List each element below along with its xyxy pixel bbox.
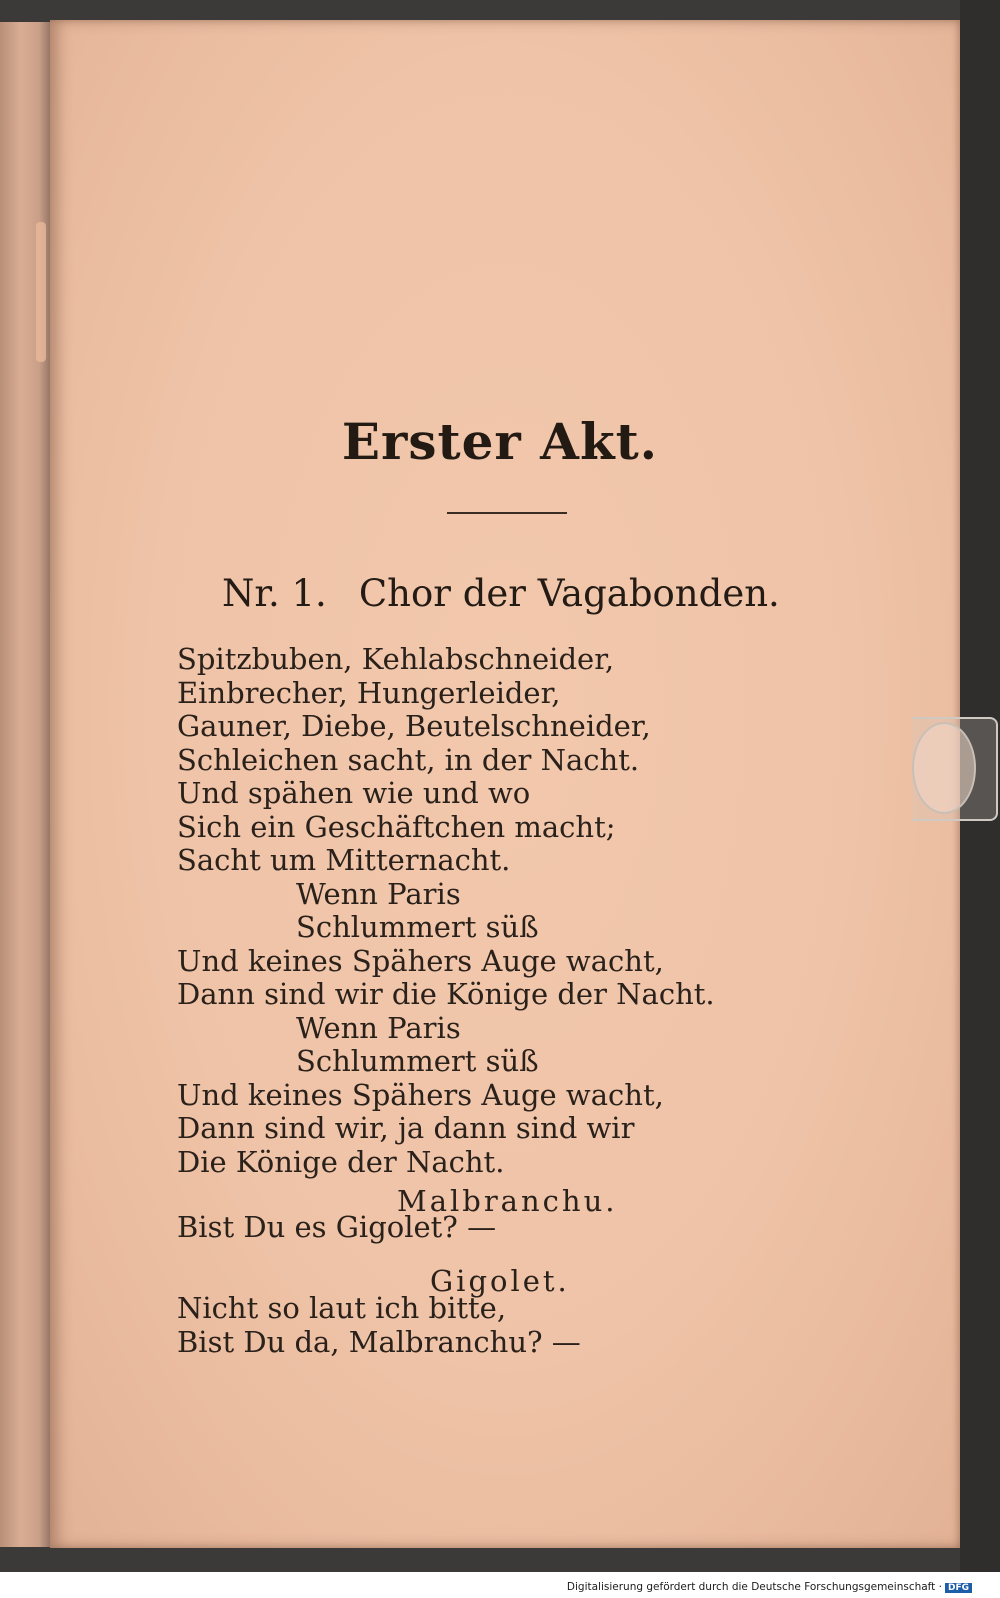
dialogue-line: Bist Du es Gigolet? — [177,1210,497,1244]
dfg-logo: DFG [945,1583,972,1593]
verse-line: Die Könige der Nacht. [177,1144,505,1179]
verse-line: Dann sind wir, ja dann sind wir [177,1111,635,1145]
page-clip-round [912,722,976,814]
verse-block [177,643,715,1179]
digitization-credit [563,1580,976,1594]
credit-text: Digitalisierung gefördert durch die Deutsche Forschungsgemeinschaft · [566,1581,942,1593]
dialogue-line: Bist Du da, Malbranchu? — [177,1325,581,1359]
verse-line: Dann sind wir die Könige der Nacht. [177,977,715,1011]
verse-line-indented: Wenn Paris [296,876,461,911]
speaker-name: Malbranchu. [397,1184,618,1218]
verse-line-indented: Schlummert süß [296,1044,539,1078]
verse-line: Einbrecher, Hungerleider, [177,675,561,710]
verse-line: Spitzbuben, Kehlabschneider, [177,642,615,676]
verse-line: Sich ein Geschäftchen macht; [177,809,616,844]
verse-line: Gauner, Diebe, Beutelschneider, [177,709,651,743]
title-divider [447,512,567,514]
speaker-name: Gigolet. [430,1264,570,1298]
verse-line: Sacht um Mitternacht. [177,843,511,877]
adjacent-page-edge [0,22,52,1547]
heading-number: Nr. 1. [222,572,327,615]
verse-line: Schleichen sacht, in der Nacht. [177,742,640,777]
verse-line-indented: Schlummert süß [296,910,539,944]
verse-line: Und keines Spähers Auge wacht, [177,1077,664,1112]
verse-line-indented: Wenn Paris [296,1010,461,1045]
heading-title: Chor der Vagabonden. [358,572,780,615]
page-title: Erster Akt. [341,412,659,471]
verse-line: Und spähen wie und wo [177,776,531,810]
dialogue-line: Nicht so laut ich bitte, [177,1291,507,1325]
verse-line: Und keines Spähers Auge wacht, [177,943,664,978]
section-heading [222,572,780,615]
